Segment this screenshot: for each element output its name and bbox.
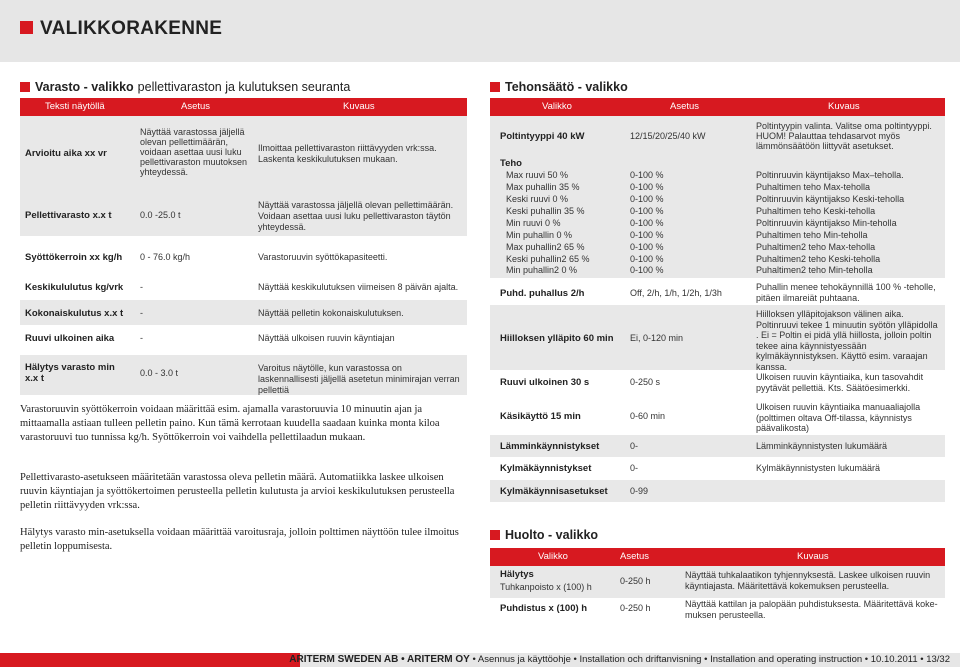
teho-item-label: Keski ruuvi 0 %	[506, 194, 569, 204]
tehonsaato-row-label: Hiilloksen ylläpito 60 min	[500, 333, 614, 344]
teho-item-label: Max puhallin2 65 %	[506, 242, 585, 252]
tehonsaato-row-setting: 0-	[630, 463, 639, 473]
header-teksti: Teksti näytöllä	[45, 101, 105, 112]
teho-item-setting: 0-100 %	[630, 194, 664, 204]
red-square-icon	[490, 82, 500, 92]
teho-item-setting: 0-100 %	[630, 206, 664, 216]
tehonsaato-row-label: Käsikäyttö 15 min	[500, 411, 581, 422]
tehonsaato-row-label: Lämminkäynnistykset	[500, 441, 600, 452]
tehonsaato-row-label: Kylmäkäynnisasetukset	[500, 486, 608, 497]
header-valikko: Valikko	[542, 101, 572, 112]
varasto-row-desc: Varastoruuvin syöttökapasiteetti.	[258, 252, 388, 262]
varasto-row-setting: 0.0 - 3.0 t	[140, 368, 179, 378]
huolto-row-label: Puhdistus x (100) h	[500, 603, 588, 614]
varasto-row-desc: Ilmoittaa pellettivaraston riittävyyden vrk:ssa. Laskenta keskikulutuksen mukaan.	[258, 143, 437, 164]
varasto-row-setting: -	[140, 282, 143, 292]
tehonsaato-row-setting: 0-250 s	[630, 377, 661, 387]
teho-item-desc: Puhaltimen teho Min-teholla	[756, 230, 868, 240]
varasto-row-label: Pellettivarasto x.x t	[25, 210, 112, 221]
huolto-row-setting: 0-250 h	[620, 603, 651, 613]
poltintyyppi-label: Poltintyyppi 40 kW	[500, 131, 585, 142]
footer-red-bar	[0, 653, 300, 667]
teho-item-setting: 0-100 %	[630, 182, 664, 192]
varasto-row-setting: 0 - 76.0 kg/h	[140, 252, 191, 262]
tehonsaato-row-desc: Puhallin menee tehokäynnillä 100 % -teholle, pitäen ilmareiät puhtaana.	[756, 282, 936, 303]
teho-item-desc: Puhaltimen teho Max-teholla	[756, 182, 871, 192]
header-kuvaus: Kuvaus	[828, 101, 860, 112]
varasto-row-label: Kokonaiskulutus x.x t	[25, 308, 124, 319]
varasto-table-header	[20, 98, 467, 116]
varasto-row-setting: Näyttää varastossa jäljellä olevan pellettimäärän, voidaan asettaa uusi luku pellettivaraston muutoksen yhteydessä.	[140, 127, 248, 177]
huolto-row-desc: Näyttää kattilan ja palopään puhdistuksesta. Määritettävä kokemuksen perusteella.	[685, 599, 938, 620]
teho-item-label: Keski puhallin 35 %	[506, 206, 585, 216]
teho-item-desc: Poltinruuvin käyntijakso Min-teholla	[756, 218, 897, 228]
teho-item-label: Keski puhallin2 65 %	[506, 254, 590, 264]
varasto-row-label: Hälytys varasto min x.x t	[25, 362, 115, 384]
tehonsaato-table-header	[490, 98, 945, 116]
header-asetus: Asetus	[181, 101, 211, 112]
huolto-row-desc: Näyttää tuhkalaatikon tyhjennyksestä. Laskee ulkoisen ruuvin käyntiajasta. Määritettävä kokemuksen perusteella.	[685, 570, 931, 591]
teho-item-desc: Puhaltimen2 teho Max-teholla	[756, 242, 876, 252]
teho-item-setting: 0-100 %	[630, 242, 664, 252]
huolto-row-sublabel: Tuhkanpoisto x (100) h	[500, 582, 592, 592]
huolto-table-header	[490, 548, 945, 566]
teho-item-setting: 0-100 %	[630, 254, 664, 264]
varasto-paragraph: Varastoruuvin syöttökerroin voidaan määrittää esim. ajamalla varastoruuvia 10 minuutin ajan ja mittaamalla astiaan tulleen pelletin paino. Kun tämä kerrotaan kuudella saadaan kuinka monta kiloa varastoruuvi tuo tunnissa kg/h. Syöttökerroin voi vaihdella pellettilaadun mukaan.	[20, 404, 440, 443]
huolto-row-setting: 0-250 h	[620, 576, 651, 586]
teho-item-label: Max puhallin 35 %	[506, 182, 580, 192]
teho-item-label: Max ruuvi 50 %	[506, 170, 569, 180]
huolto-row-label: Hälytys	[500, 569, 534, 580]
huolto-title: Huolto - valikko	[505, 528, 599, 542]
varasto-row-setting: -	[140, 308, 143, 318]
tehonsaato-row-desc: Ulkoisen ruuvin käyntiaika manuaaliajolla (polttimen oltava Off-tilassa, käynnistys päävalikosta)	[756, 402, 921, 433]
teho-item-desc: Puhaltimen teho Keski-teholla	[756, 206, 876, 216]
footer-brand: ARITERM SWEDEN AB • ARITERM OY	[289, 654, 470, 665]
tehonsaato-row-setting: Ei, 0-120 min	[630, 333, 684, 343]
varasto-row-desc: Varoitus näytölle, kun varastossa on laskennallisesti jäljellä asetetun minimirajan verran pellettiä	[258, 363, 460, 395]
varasto-row-setting: -	[140, 333, 143, 343]
page-footer	[0, 653, 960, 667]
tehonsaato-row-desc: Hiilloksen ylläpitojakson välinen aika. Poltinruuvi tekee 1 minuutin syötön ylläpidolla . Ei = Poltin ei pidä yllä hiillosta, jolloin poltin tekee aina käynnistyessään kylmäkäynnistyksen. Käyttö esim. varaajan kanssa.	[756, 309, 938, 372]
tehonsaato-row-setting: Off, 2/h, 1/h, 1/2h, 1/3h	[630, 288, 722, 298]
tehonsaato-row-desc: Ulkoisen ruuvin käyntiaika, kun tasovahdit pyytävät pellettiä. Kts. Säätöesimerkki.	[756, 372, 924, 393]
red-square-icon	[20, 21, 33, 34]
header-valikko: Valikko	[538, 551, 568, 562]
footer-text	[289, 654, 950, 665]
teho-item-setting: 0-100 %	[630, 230, 664, 240]
varasto-row-label: Arvioitu aika xx vr	[25, 148, 107, 159]
tehonsaato-row-setting: 0-99	[630, 486, 649, 496]
teho-item-desc: Poltinruuvin käyntijakso Max–teholla.	[756, 170, 904, 180]
tehonsaato-row-label: Kylmäkäynnistykset	[500, 463, 592, 474]
tehonsaato-section-title	[490, 80, 628, 94]
teho-item-label: Min puhallin 0 %	[506, 230, 573, 240]
tehonsaato-row-desc: Lämminkäynnistysten lukumäärä	[756, 441, 888, 451]
varasto-subtitle: pellettivaraston ja kulutuksen seuranta	[137, 80, 351, 94]
poltintyyppi-setting: 12/15/20/25/40 kW	[630, 131, 706, 141]
header-kuvaus: Kuvaus	[797, 551, 829, 562]
header-asetus: Asetus	[670, 101, 700, 112]
varasto-row-label: Ruuvi ulkoinen aika	[25, 333, 115, 344]
teho-label: Teho	[500, 158, 522, 169]
varasto-row-label: Syöttökerroin xx kg/h	[25, 252, 123, 263]
teho-item-desc: Puhaltimen2 teho Keski-teholla	[756, 254, 881, 264]
teho-item-setting: 0-100 %	[630, 170, 664, 180]
varasto-section-title	[20, 80, 350, 94]
varasto-row-desc: Näyttää keskikulutuksen viimeisen 8 päivän ajalta.	[258, 282, 459, 292]
varasto-row-label: Keskikululutus kg/vrk	[25, 282, 124, 293]
red-square-icon	[20, 82, 30, 92]
page-banner	[0, 0, 960, 62]
teho-item-label: Min ruuvi 0 %	[506, 218, 561, 228]
header-kuvaus: Kuvaus	[343, 101, 375, 112]
varasto-row-desc: Näyttää pelletin kokonaiskulutuksen.	[258, 308, 404, 318]
tehonsaato-row-label: Puhd. puhallus 2/h	[500, 288, 585, 299]
tehonsaato-row-setting: 0-60 min	[630, 411, 666, 421]
teho-item-label: Min puhallin2 0 %	[506, 265, 578, 275]
tehonsaato-title: Tehonsäätö - valikko	[505, 80, 628, 94]
header-asetus: Asetus	[620, 551, 650, 562]
poltintyyppi-desc: Poltintyypin valinta. Valitse oma poltintyyppi. HUOM! Palauttaa tehdasarvot myös lämmönsäätöön liittyvät asetukset.	[756, 121, 932, 151]
teho-item-desc: Puhaltimen2 teho Min-teholla	[756, 265, 873, 275]
varasto-title: Varasto - valikko	[35, 80, 134, 94]
varasto-row-desc: Näyttää varastossa jäljellä olevan pellettimäärän. Voidaan asettaa uusi luku pellettivaraston täytön yhteydessä.	[258, 200, 454, 232]
tehonsaato-row-label: Ruuvi ulkoinen 30 s	[500, 377, 590, 388]
footer-info: • Asennus ja käyttöohje • Installation och driftanvisning • Installation and operating instruction • 10.10.2011 • 13/32	[472, 654, 950, 665]
teho-item-desc: Poltinruuvin käyntijakso Keski-teholla	[756, 194, 905, 204]
red-square-icon	[490, 530, 500, 540]
varasto-paragraph: Pellettivarasto-asetukseen määritetään varastossa oleva pelletin määrä. Automatiikka laskee ulkoisen ruuvin käyntiajan ja syöttökertoimen perusteella pelletin kulutusta ja arvioi keskikulutuksen perusteella pelletin riittävyyden vrk:ssa.	[20, 472, 455, 511]
teho-item-setting: 0-100 %	[630, 265, 664, 275]
huolto-section-title	[490, 528, 598, 542]
varasto-row-setting: 0.0 -25.0 t	[140, 210, 181, 220]
tehonsaato-row-setting: 0-	[630, 441, 639, 451]
varasto-paragraph: Hälytys varasto min-asetuksella voidaan määrittää varoitusraja, jolloin polttimen näyttöön tulee ilmoitus pelletin loppumisesta.	[20, 527, 459, 552]
page-title: VALIKKORAKENNE	[40, 18, 223, 39]
varasto-row-desc: Näyttää ulkoisen ruuvin käyntiajan	[258, 333, 395, 343]
teho-item-setting: 0-100 %	[630, 218, 664, 228]
tehonsaato-row-desc: Kylmäkäynnistysten lukumäärä	[756, 463, 881, 473]
